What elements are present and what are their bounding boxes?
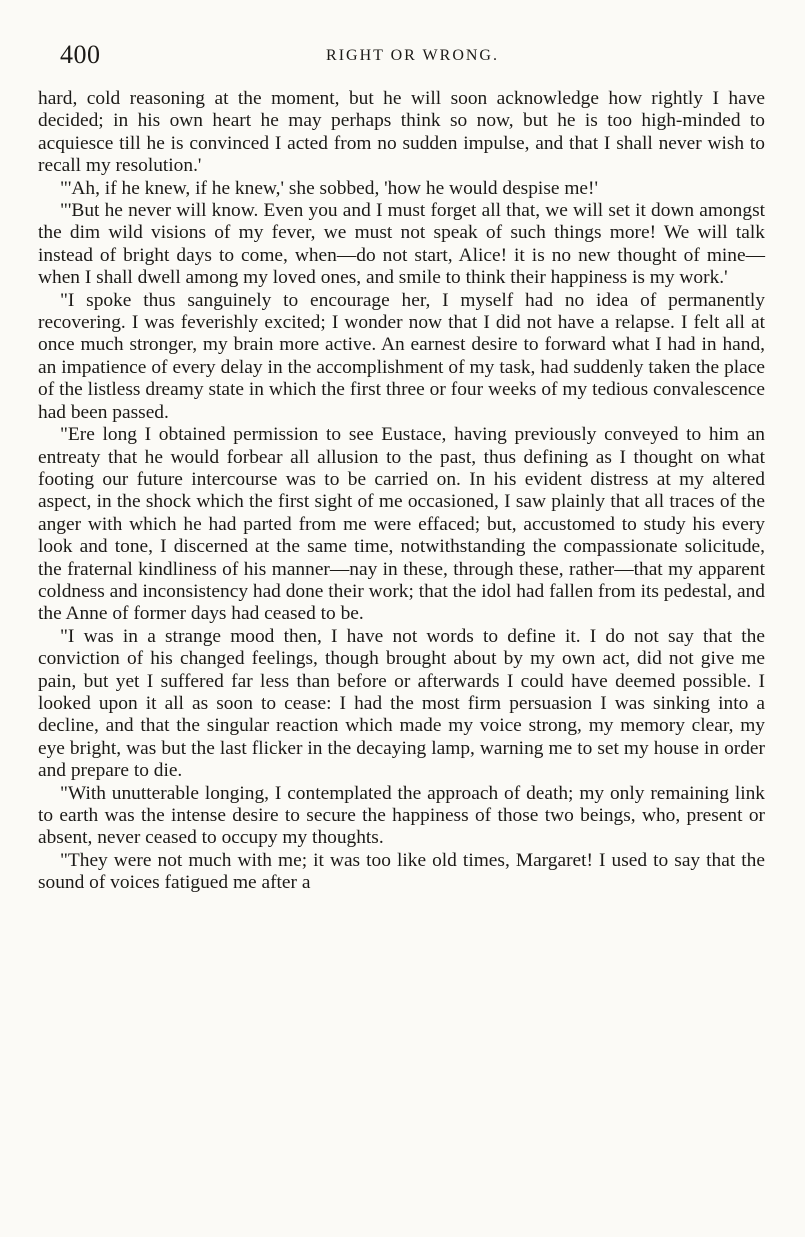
paragraph: "I spoke thus sanguinely to encourage her, I myself had no idea of permanently recovering. I was feverishly excited; I wonder now that I did not have a relapse. I felt all at once much stronger, my brain more active. An earnest desire to forward what I had in hand, an impatience of every delay in the accomplishment of my task, had suddenly taken the place of the listless dreamy state in which the first three or four weeks of my tedious convalescence had been passed.	[38, 289, 765, 423]
paragraph: "I was in a strange mood then, I have not words to define it. I do not say that the conviction of his changed feelings, though brought about by my own act, did not give me pain, but yet I suffered far less than before or afterwards I could have deemed possible. I looked upon it all as soon to cease: I had the most firm persuasion I was sinking into a decline, and that the singular reaction which made my voice strong, my memory clear, my eye bright, was but the last flicker in the decaying lamp, warning me to set my house in order and prepare to die.	[38, 625, 765, 782]
page-header	[60, 40, 765, 76]
paragraph: "They were not much with me; it was too like old times, Margaret! I used to say that the sound of voices fatigued me after a	[38, 849, 765, 894]
body-text	[38, 88, 765, 895]
paragraph: "Ere long I obtained permission to see Eustace, having previously conveyed to him an entreaty that he would forbear all allusion to the past, thus defining as I thought on what footing our future intercourse was to be carried on. In his evident distress at my altered aspect, in the shock which the first sight of me occasioned, I saw plainly that all traces of the anger with which he had parted from me were effaced; but, accustomed to study his every look and tone, I discerned at the same time, notwithstanding the compassionate solicitude, the fraternal kindliness of his manner—nay in these, through these, rather—that my apparent coldness and inconsistency had done their work; that the idol had fallen from its pedestal, and the Anne of former days had ceased to be.	[38, 424, 765, 625]
paragraph: "'Ah, if he knew, if he knew,' she sobbed, 'how he would despise me!'	[60, 177, 598, 199]
page-number: 400	[60, 40, 101, 69]
running-head: RIGHT OR WRONG.	[326, 47, 499, 64]
paragraph-continued: hard, cold reasoning at the moment, but he will soon acknowledge how rightly I have decided; in his own heart he may perhaps think so now, but he is too high-minded to acquiesce till he is convinced I acted from no sudden impulse, and that I shall never wish to recall my resolution.'	[38, 88, 765, 177]
paragraph: "With unutterable longing, I contemplated the approach of death; my only remaining link to earth was the intense desire to secure the happiness of those two beings, who, present or absent, never ceased to occupy my thoughts.	[38, 782, 765, 849]
paragraph: "'But he never will know. Even you and I must forget all that, we will set it down amongst the dim wild visions of my fever, we must not speak of such things more! We will talk instead of bright days to come, when—do not start, Alice! it is no new thought of mine—when I shall dwell among my loved ones, and smile to think their happiness is my work.'	[38, 200, 765, 289]
